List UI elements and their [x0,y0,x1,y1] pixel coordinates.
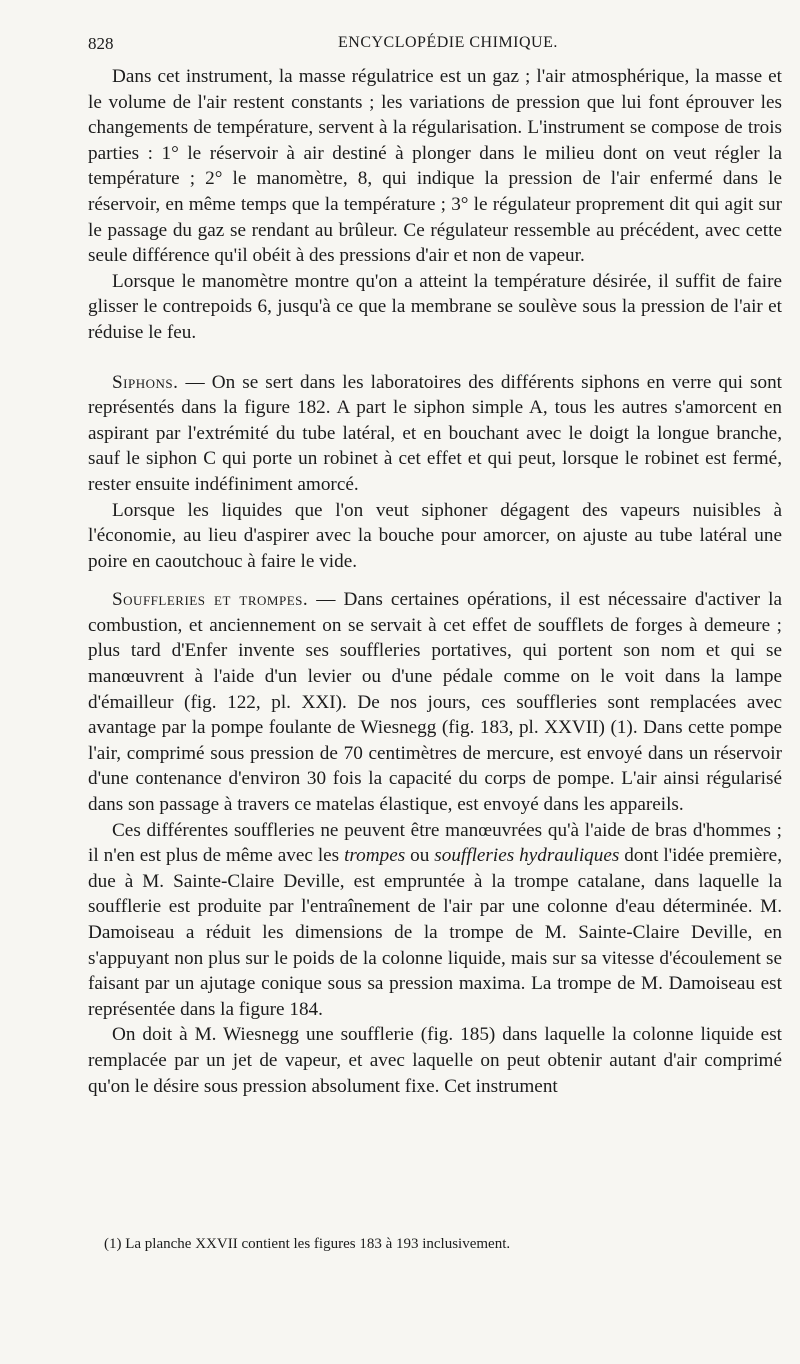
paragraph-wiesnegg: On doit à M. Wiesnegg une soufflerie (fig. 185) dans laquelle la colonne liquide est remplacée par un jet de vapeur, et avec laquelle on peut obtenir autant d'air comprimé qu'on le désire sous pression absolument fixe. Cet instrument [88,1024,782,1097]
section-heading-souffleries: Souffleries et trompes. [112,589,309,611]
trompes-text-c: dont l'idée première, due à M. Sainte-Claire Deville, est empruntée à la trompe catalane, dans laquelle la soufflerie est produite par l'entraînement de l'air par une colonne d'eau déterminée. M. Damoiseau a réduit les dimensions de la trompe de M. Sainte-Claire Deville, en s'appuyant non plus sur le poids de la colonne liquide, mais sur sa vitesse d'écoulement se faisant par un ajutage conique sous sa pression maxima. La trompe de M. Damoiseau est représentée dans la figure 184. [88,845,782,1020]
paragraph-siphons-text: — On se sert dans les laboratoires des différents siphons en verre qui sont représentés dans la figure 182. A part le siphon simple A, tous les autres s'amorcent en aspirant par l'extrémité du tube latéral, et en bouchant avec le doigt la longue branche, sauf le siphon C qui porte un robinet à cet effet et qui peut, lorsque le robinet est fermé, rester ensuite indéfiniment amorcé. [88,371,782,495]
paragraph-trompes [88,818,782,1023]
trompes-text-b: ou [405,845,435,867]
trompes-term: trompes [344,845,406,867]
running-title: ENCYCLOPÉDIE CHIMIQUE. [338,34,558,51]
paragraph-siphon-vapeurs: Lorsque les liquides que l'on veut siphoner dégagent des vapeurs nuisibles à l'économie, au lieu d'aspirer avec la bouche pour amorcer, on ajuste au tube latéral une poire en caoutchouc à faire le vide. [88,499,782,572]
paragraph-air-regulator: Dans cet instrument, la masse régulatrice est un gaz ; l'air atmosphérique, la masse et le volume de l'air restent constants ; les variations de pression que lui font éprouver les changements de température, servent à la régularisation. L'instrument se compose de trois parties : 1° le réservoir à air destiné à plonger dans le milieu dont on veut régler la température ; 2° le manomètre, 8, qui indique la pression de l'air enfermé dans le réservoir, en même temps que la température ; 3° le régulateur proprement dit qui agit sur le passage du gaz se rendant au brûleur. Ce régulateur ressemble au précédent, avec cette seule différence qu'il obéit à des pressions d'air et non de vapeur. [88,66,782,267]
section-heading-siphons: Siphons. [112,371,179,393]
souffleries-hydrauliques-term: souffleries hydrauliques [434,845,620,867]
page-header [88,34,780,58]
paragraph-souffleries [88,587,782,817]
paragraph-siphons [88,370,782,498]
paragraph-manometer: Lorsque le manomètre montre qu'on a atteint la température désirée, il suffit de faire glisser le contrepoids 6, jusqu'à ce que la membrane se soulève sous la pression de l'air et réduise le feu. [88,270,782,343]
body-text [88,64,782,1099]
footnote: (1) La planche XXVII contient les figures 183 à 193 inclusivement. [104,1236,511,1252]
page-number: 828 [88,34,114,53]
paragraph-souffleries-text: — Dans certaines opérations, il est nécessaire d'activer la combustion, et anciennement on se servait à cet effet de soufflets de forges à demeure ; plus tard d'Enfer invente ses souffleries portatives, qui portent son nom et qui se manœuvrent à l'aide d'un levier ou d'une pédale comme on le voit dans la lampe d'émailleur (fig. 122, pl. XXI). De nos jours, ces souffleries sont remplacées avec avantage par la pompe foulante de Wiesnegg (fig. 183, pl. XXVII) (1). Dans cette pompe l'air, comprimé sous pression de 70 centimètres de mercure, est envoyé dans un réservoir d'une contenance d'environ 30 fois la capacité du corps de pompe. L'air ainsi régularisé dans son passage à travers ce matelas élastique, est envoyé dans les appareils. [88,589,782,816]
trompes-text-a: Ces différentes souffleries ne peuvent être manœuvrées qu'à l'aide de bras d'hommes ; il n'en est plus de même avec les [88,819,782,867]
